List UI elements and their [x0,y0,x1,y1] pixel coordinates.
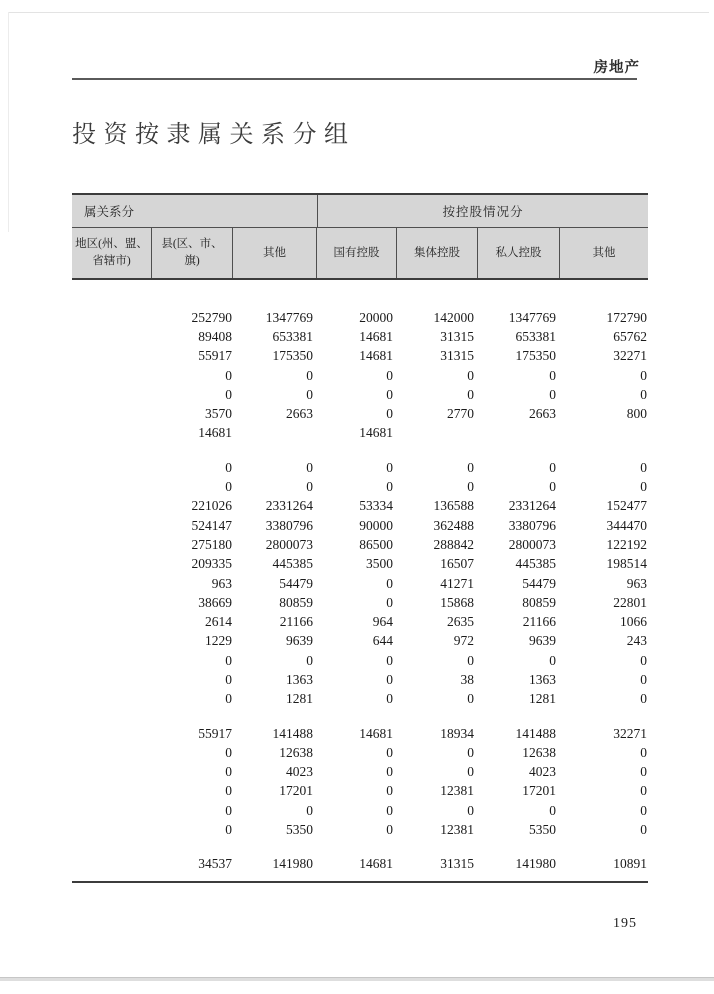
table-cell: 31315 [440,856,474,872]
table-cell: 209335 [191,556,232,572]
table-cell: 16507 [440,556,474,572]
column-header-other-affiliation: 其他 [233,228,317,278]
table-cell: 0 [386,822,393,838]
table-row [72,782,648,801]
table-cell: 0 [225,459,232,475]
table-cell: 32271 [613,348,647,364]
header-group-holding: 按控股情况分 [317,195,648,227]
table-cell: 0 [467,764,474,780]
table-cell: 963 [626,575,647,591]
table-cell: 0 [225,479,232,495]
table-cell: 172790 [606,309,647,325]
table-cell: 0 [640,691,647,707]
page-edge-left [8,12,9,232]
table-cell: 15868 [440,594,474,610]
column-header-collective-holding: 集体控股 [397,228,478,278]
table-cell: 275180 [191,536,232,552]
table-cell: 0 [386,406,393,422]
table-cell: 14681 [359,425,393,441]
table-cell: 12638 [522,744,556,760]
table-cell: 0 [640,652,647,668]
table-row [72,670,648,689]
table-row-group [72,308,648,443]
table-row [72,632,648,651]
column-header-region: 地区(州、盟、省辖市) [72,228,152,278]
table-cell: 1281 [286,691,313,707]
table-cell: 0 [386,367,393,383]
table-cell: 65762 [613,328,647,344]
table-cell: 0 [467,459,474,475]
running-head-section-label: 房地产 [593,60,640,76]
table-cell: 964 [372,614,393,630]
table-row [72,763,648,782]
table-cell: 31315 [440,348,474,364]
table-cell: 1363 [286,671,313,687]
table-cell: 0 [640,744,647,760]
table-row [72,424,648,443]
table-cell: 141980 [515,856,556,872]
table-cell: 12638 [279,744,313,760]
table-row [72,801,648,820]
table-cell: 17201 [522,783,556,799]
table-cell: 31315 [440,328,474,344]
table-cell: 0 [306,479,313,495]
table-cell: 0 [386,783,393,799]
table-cell: 0 [549,802,556,818]
table-cell: 0 [225,386,232,402]
table-cell: 800 [626,406,647,422]
table-cell: 141488 [272,725,313,741]
table-row [72,612,648,631]
table-cell: 3380796 [265,517,313,533]
table-cell: 54479 [279,575,313,591]
table-cell: 141980 [272,856,313,872]
table-cell: 17201 [279,783,313,799]
table-cell: 10891 [613,856,647,872]
table-cell: 9639 [286,633,313,649]
running-head-rule [72,78,637,80]
table-cell: 38669 [198,594,232,610]
table-cell: 5350 [286,822,313,838]
table-cell: 34537 [198,856,232,872]
table-cell: 89408 [198,328,232,344]
table-header-group-row [72,195,648,228]
table-cell: 0 [467,386,474,402]
table-cell: 288842 [433,536,474,552]
investment-table [72,193,648,883]
table-cell: 41271 [440,575,474,591]
table-cell: 22801 [613,594,647,610]
table-cell: 0 [549,386,556,402]
table-cell: 0 [306,802,313,818]
table-cell: 2800073 [508,536,556,552]
table-row [72,690,648,709]
table-cell: 362488 [433,517,474,533]
table-cell: 2663 [529,406,556,422]
table-cell: 2614 [205,614,232,630]
column-header-private-holding: 私人控股 [478,228,560,278]
table-cell: 0 [467,802,474,818]
table-row [72,574,648,593]
table-cell: 0 [225,671,232,687]
table-cell: 20000 [359,309,393,325]
table-cell: 0 [225,764,232,780]
page-number: 195 [613,916,637,931]
table-cell: 0 [640,479,647,495]
page-title: 投资按隶属关系分组 [72,122,356,148]
table-row [72,743,648,762]
page-edge-top [8,12,709,13]
table-row [72,593,648,612]
table-cell: 3570 [205,406,232,422]
table-cell: 0 [386,691,393,707]
table-cell: 18934 [440,725,474,741]
table-cell: 0 [386,386,393,402]
table-row [72,366,648,385]
table-cell: 0 [386,652,393,668]
table-cell: 86500 [359,536,393,552]
table-cell: 122192 [606,536,647,552]
table-cell: 21166 [279,614,313,630]
table-cell: 12381 [440,822,474,838]
table-cell: 0 [549,652,556,668]
table-header-column-row [72,228,648,278]
table-header [72,193,648,280]
table-cell: 0 [467,691,474,707]
table-cell: 445385 [515,556,556,572]
table-cell: 2331264 [508,498,556,514]
header-group-affiliation: 属关系分 [84,205,135,219]
table-row [72,820,648,839]
table-cell: 0 [640,386,647,402]
table-cell: 14681 [359,856,393,872]
table-cell: 0 [386,744,393,760]
table-cell: 80859 [522,594,556,610]
table-cell: 1347769 [508,309,556,325]
table-row-group [72,724,648,840]
table-cell: 0 [467,744,474,760]
table-cell: 0 [386,671,393,687]
table-cell: 344470 [606,517,647,533]
table-cell: 0 [640,671,647,687]
table-row [72,327,648,346]
table-cell: 90000 [359,517,393,533]
table-row [72,347,648,366]
table-row-group [72,855,648,874]
table-row [72,404,648,423]
table-cell: 14681 [198,425,232,441]
table-cell: 3380796 [508,517,556,533]
table-cell: 32271 [613,725,647,741]
table-row-group [72,458,648,709]
table-cell: 0 [306,367,313,383]
table-cell: 0 [225,367,232,383]
table-cell: 0 [225,783,232,799]
table-row [72,855,648,874]
table-row [72,458,648,477]
table-cell: 12381 [440,783,474,799]
table-cell: 0 [467,652,474,668]
table-cell: 0 [386,594,393,610]
table-cell: 963 [211,575,232,591]
table-cell: 21166 [522,614,556,630]
table-cell: 53334 [359,498,393,514]
table-cell: 0 [306,386,313,402]
table-row [72,555,648,574]
table-cell: 653381 [515,328,556,344]
table-cell: 0 [640,822,647,838]
table-cell: 0 [640,459,647,475]
table-cell: 0 [386,459,393,475]
table-cell: 142000 [433,309,474,325]
table-cell: 0 [549,459,556,475]
table-cell: 152477 [606,498,647,514]
table-cell: 0 [306,459,313,475]
table-row [72,724,648,743]
table-cell: 0 [225,802,232,818]
table-cell: 445385 [272,556,313,572]
table-cell: 0 [306,652,313,668]
table-row [72,385,648,404]
table-cell: 3500 [366,556,393,572]
table-cell: 4023 [529,764,556,780]
table-cell: 141488 [515,725,556,741]
table-cell: 972 [453,633,474,649]
table-cell: 54479 [522,575,556,591]
table-cell: 1363 [529,671,556,687]
table-cell: 55917 [198,725,232,741]
table-row [72,497,648,516]
table-cell: 55917 [198,348,232,364]
table-cell: 252790 [191,309,232,325]
table-cell: 2635 [447,614,474,630]
table-body [72,280,648,883]
table-row [72,651,648,670]
table-cell: 4023 [286,764,313,780]
table-cell: 1281 [529,691,556,707]
page-edge-bottom [0,977,714,981]
table-row [72,308,648,327]
table-cell: 2770 [447,406,474,422]
table-cell: 0 [549,367,556,383]
table-cell: 0 [386,802,393,818]
table-cell: 0 [386,479,393,495]
table-cell: 14681 [359,725,393,741]
table-cell: 221026 [191,498,232,514]
table-row [72,516,648,535]
table-cell: 1347769 [265,309,313,325]
table-cell: 0 [225,652,232,668]
table-cell: 0 [640,802,647,818]
table-cell: 644 [372,633,393,649]
table-cell: 198514 [606,556,647,572]
table-cell: 0 [225,691,232,707]
table-cell: 524147 [191,517,232,533]
table-row [72,535,648,554]
table-cell: 2800073 [265,536,313,552]
table-cell: 38 [460,671,474,687]
table-cell: 80859 [279,594,313,610]
table-row [72,477,648,496]
table-cell: 0 [225,744,232,760]
table-cell: 243 [626,633,647,649]
table-cell: 1229 [205,633,232,649]
table-cell: 0 [640,783,647,799]
table-cell: 0 [640,367,647,383]
table-cell: 0 [467,479,474,495]
table-cell: 14681 [359,328,393,344]
table-cell: 2663 [286,406,313,422]
table-cell: 175350 [515,348,556,364]
table-cell: 175350 [272,348,313,364]
table-cell: 5350 [529,822,556,838]
table-cell: 0 [386,575,393,591]
table-cell: 653381 [272,328,313,344]
table-cell: 2331264 [265,498,313,514]
table-cell: 9639 [529,633,556,649]
table-cell: 136588 [433,498,474,514]
column-header-state-holding: 国有控股 [317,228,397,278]
table-cell: 0 [225,822,232,838]
table-cell: 0 [467,367,474,383]
column-header-other-holding: 其他 [592,246,616,259]
table-cell: 1066 [620,614,647,630]
table-cell: 0 [386,764,393,780]
column-header-county: 县(区、市、旗) [152,228,233,278]
table-cell: 0 [640,764,647,780]
table-cell: 14681 [359,348,393,364]
table-cell: 0 [549,479,556,495]
